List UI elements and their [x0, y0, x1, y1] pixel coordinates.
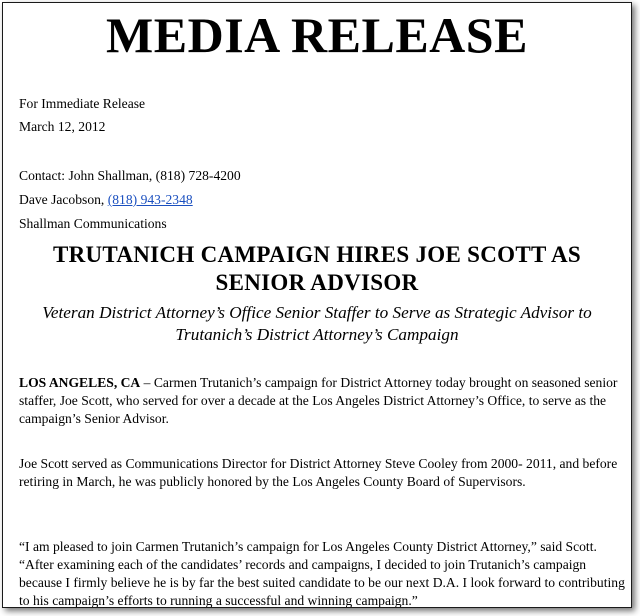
- release-date: March 12, 2012: [19, 119, 106, 134]
- release-type: For Immediate Release: [19, 96, 146, 111]
- headline-line-2: SENIOR ADVISOR: [215, 270, 419, 295]
- dateline: LOS ANGELES, CA: [19, 375, 141, 390]
- subheadline: [3, 302, 631, 346]
- contact-phone-link[interactable]: (818) 943-2348: [107, 192, 193, 207]
- contact-line-secondary: [19, 192, 193, 208]
- masthead-title: MEDIA RELEASE: [106, 7, 528, 63]
- paragraph-3: “I am pleased to join Carmen Trutanich’s campaign for Los Angeles County District Attorney,” said Scott. “After examining each of the candidates’ records and campaigns, I decided to join Trutanich’s campaign because I firmly believe he is by far the best suited candidate to be our next D.A. I look forward to contributing to his campaign’s efforts to running a successful and winning campaign.”: [19, 539, 625, 608]
- contact-line-primary: Contact: John Shallman, (818) 728-4200: [19, 168, 241, 183]
- paragraph-1-text: – Carmen Trutanich’s campaign for District Attorney today brought on seasoned senior staffer, Joe Scott, who served for over a decade at the Los Angeles District Attorney’s Office, to serve as the campaign’s Senior Advisor.: [19, 375, 618, 426]
- document-page: [2, 2, 632, 608]
- contact-secondary-name: Dave Jacobson,: [19, 192, 105, 207]
- headline: [3, 241, 631, 297]
- headline-line-1: TRUTANICH CAMPAIGN HIRES JOE SCOTT AS: [52, 242, 582, 267]
- subheadline-line-2: Trutanich’s District Attorney’s Campaign: [175, 325, 459, 344]
- subheadline-line-1: Veteran District Attorney’s Office Senior Staffer to Serve as Strategic Advisor to: [42, 303, 592, 322]
- contact-company: Shallman Communications: [19, 216, 167, 231]
- paragraph-2: Joe Scott served as Communications Director for District Attorney Steve Cooley from 2000- 2011, and before retiring in March, he was publicly honored by the Los Angeles County Board of Supervisors.: [19, 456, 618, 489]
- paragraph-1: [19, 374, 625, 428]
